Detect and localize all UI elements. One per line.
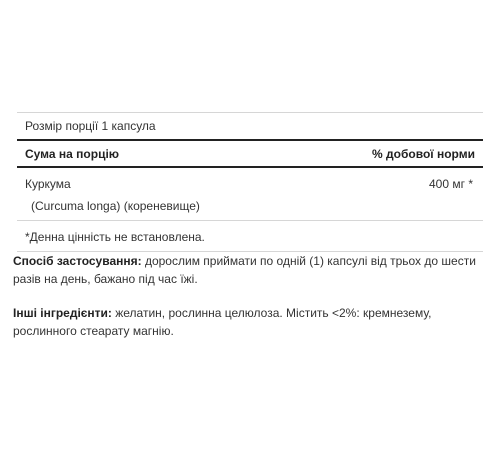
supplement-facts-panel: [17, 112, 483, 252]
usage-label: Спосіб застосування:: [13, 254, 142, 268]
amount-per-serving-label: Сума на порцію: [25, 147, 120, 161]
ingredient-name: Куркума: [25, 177, 71, 191]
ingredient-row: [17, 168, 483, 192]
usage-text: дорослим приймати по одній (1) капсулі від трьох до шести разів на день, бажано під час їжі.: [13, 254, 476, 286]
other-ingredients-label: Інші інгредієнти:: [13, 306, 112, 320]
daily-value-label: % добової норми: [372, 147, 475, 161]
usage-instructions: [13, 252, 483, 288]
facts-header-row: [17, 139, 483, 168]
serving-size: Розмір порції 1 капсула: [25, 119, 156, 133]
ingredient-source: (Curcuma longa) (кореневище): [17, 192, 483, 221]
other-ingredients-text: желатин, рослинна целюлоза. Містить <2%: кремнезему, рослинного стеарату магнію.: [13, 306, 432, 338]
daily-value-footnote: *Денна цінність не встановлена.: [25, 230, 205, 244]
other-ingredients: [13, 304, 483, 340]
ingredient-amount: 400 мг *: [429, 177, 473, 191]
